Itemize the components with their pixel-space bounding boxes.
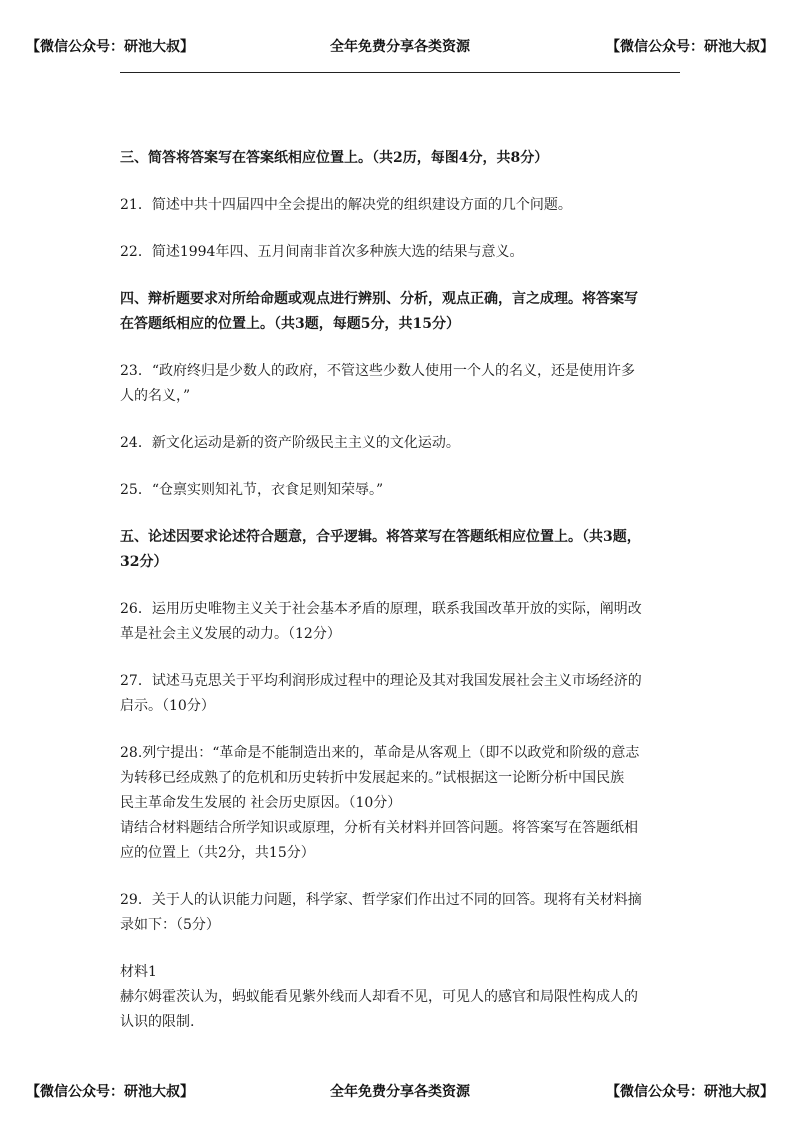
material-1-line-2: 认识的限制. — [120, 1014, 195, 1030]
footer-center-text: 全年免费分享各类资源 — [330, 1084, 470, 1100]
question-21: 21．简述中共十四届四中全会提出的解决党的组织建设方面的几个问题。 — [120, 197, 572, 213]
document-body — [120, 146, 685, 1035]
material-1 — [120, 960, 685, 1035]
header-left-text: 【微信公众号：研池大叔】 — [26, 39, 194, 55]
header-right-text: 【微信公众号：研池大叔】 — [606, 39, 774, 55]
material-1-line-1: 赫尔姆霍茨认为，蚂蚁能看见紫外线而人却看不见，可见人的感官和局限性构成人的 — [120, 989, 638, 1005]
question-23-line-2: 人的名义，” — [120, 388, 191, 404]
question-28-line-1: 28.列宁提出：“革命是不能制造出来的，革命是从客观上（即不以政党和阶级的意志 — [120, 745, 640, 761]
question-28-line-2: 为转移已经成熟了的危机和历史转折中发展起来的。”试根据这一论断分析中国民族 — [120, 770, 625, 786]
question-27 — [120, 669, 685, 719]
question-23-line-1: 23．“政府终归是少数人的政府，不管这些少数人使用一个人的名义，还是使用许多 — [120, 363, 635, 379]
question-24: 24．新文化运动是新的资产阶级民主主义的文化运动。 — [120, 435, 460, 451]
question-27-line-1: 27．试述马克思关于平均利润形成过程中的理论及其对我国发展社会主义市场经济的 — [120, 673, 642, 689]
section-6-intro-line-1: 请结合材料题结合所学知识或原理，分析有关材料并回答问题。将答案写在答题纸相 — [120, 820, 638, 836]
section-5-heading-line-1: 五、论述因要求论述符合题意，合乎逻辑。将答菜写在答题纸相应位置上。（共3题， — [120, 529, 641, 545]
question-29-line-1: 29．关于人的认识能力问题，科学家、哲学家们作出过不同的回答。现将有关材料摘 — [120, 892, 642, 908]
question-23 — [120, 359, 685, 409]
question-26-line-1: 26．运用历史唯物主义关于社会基本矛盾的原理，联系我国改革开放的实际，阐明改 — [120, 601, 642, 617]
question-29 — [120, 888, 685, 938]
section-6-intro-line-2: 应的位置上（共2分，共15分） — [120, 845, 315, 861]
section-5-heading — [120, 525, 685, 575]
page-footer — [0, 1081, 800, 1105]
header-divider — [120, 72, 680, 73]
section-3-heading: 三、简答将答案写在答案纸相应位置上。（共2历，每图4分，共8分） — [120, 150, 549, 166]
question-28-line-3: 民主革命发生发展的 社会历史原因。（10分） — [120, 795, 402, 811]
page-header — [0, 36, 800, 60]
question-25: 25．“仓禀实则知礼节，衣食足则知荣辱。” — [120, 482, 384, 498]
section-4-heading-line-1: 四、辩析题要求对所给命题或观点进行辨别、分析，观点正确，言之成理。将答案写 — [120, 291, 638, 307]
question-26-line-2: 革是社会主义发展的动力。（12分） — [120, 626, 341, 642]
material-1-label: 材料1 — [120, 964, 157, 980]
question-27-line-2: 启示。（10分） — [120, 698, 215, 714]
footer-left-text: 【微信公众号：研池大叔】 — [26, 1084, 194, 1100]
section-4-heading-line-2: 在答题纸相应的位置上。（共3题，每题5分，共15分） — [120, 316, 460, 332]
question-26 — [120, 597, 685, 647]
section-5-heading-line-2: 32分） — [120, 554, 168, 570]
footer-right-text: 【微信公众号：研池大叔】 — [606, 1084, 774, 1100]
section-4-heading — [120, 287, 685, 337]
question-29-line-2: 录如下：（5分） — [120, 917, 220, 933]
question-28 — [120, 741, 685, 866]
question-22: 22．简述1994年四、五月间南非首次多种族大选的结果与意义。 — [120, 244, 524, 260]
header-center-text: 全年免费分享各类资源 — [330, 39, 470, 55]
